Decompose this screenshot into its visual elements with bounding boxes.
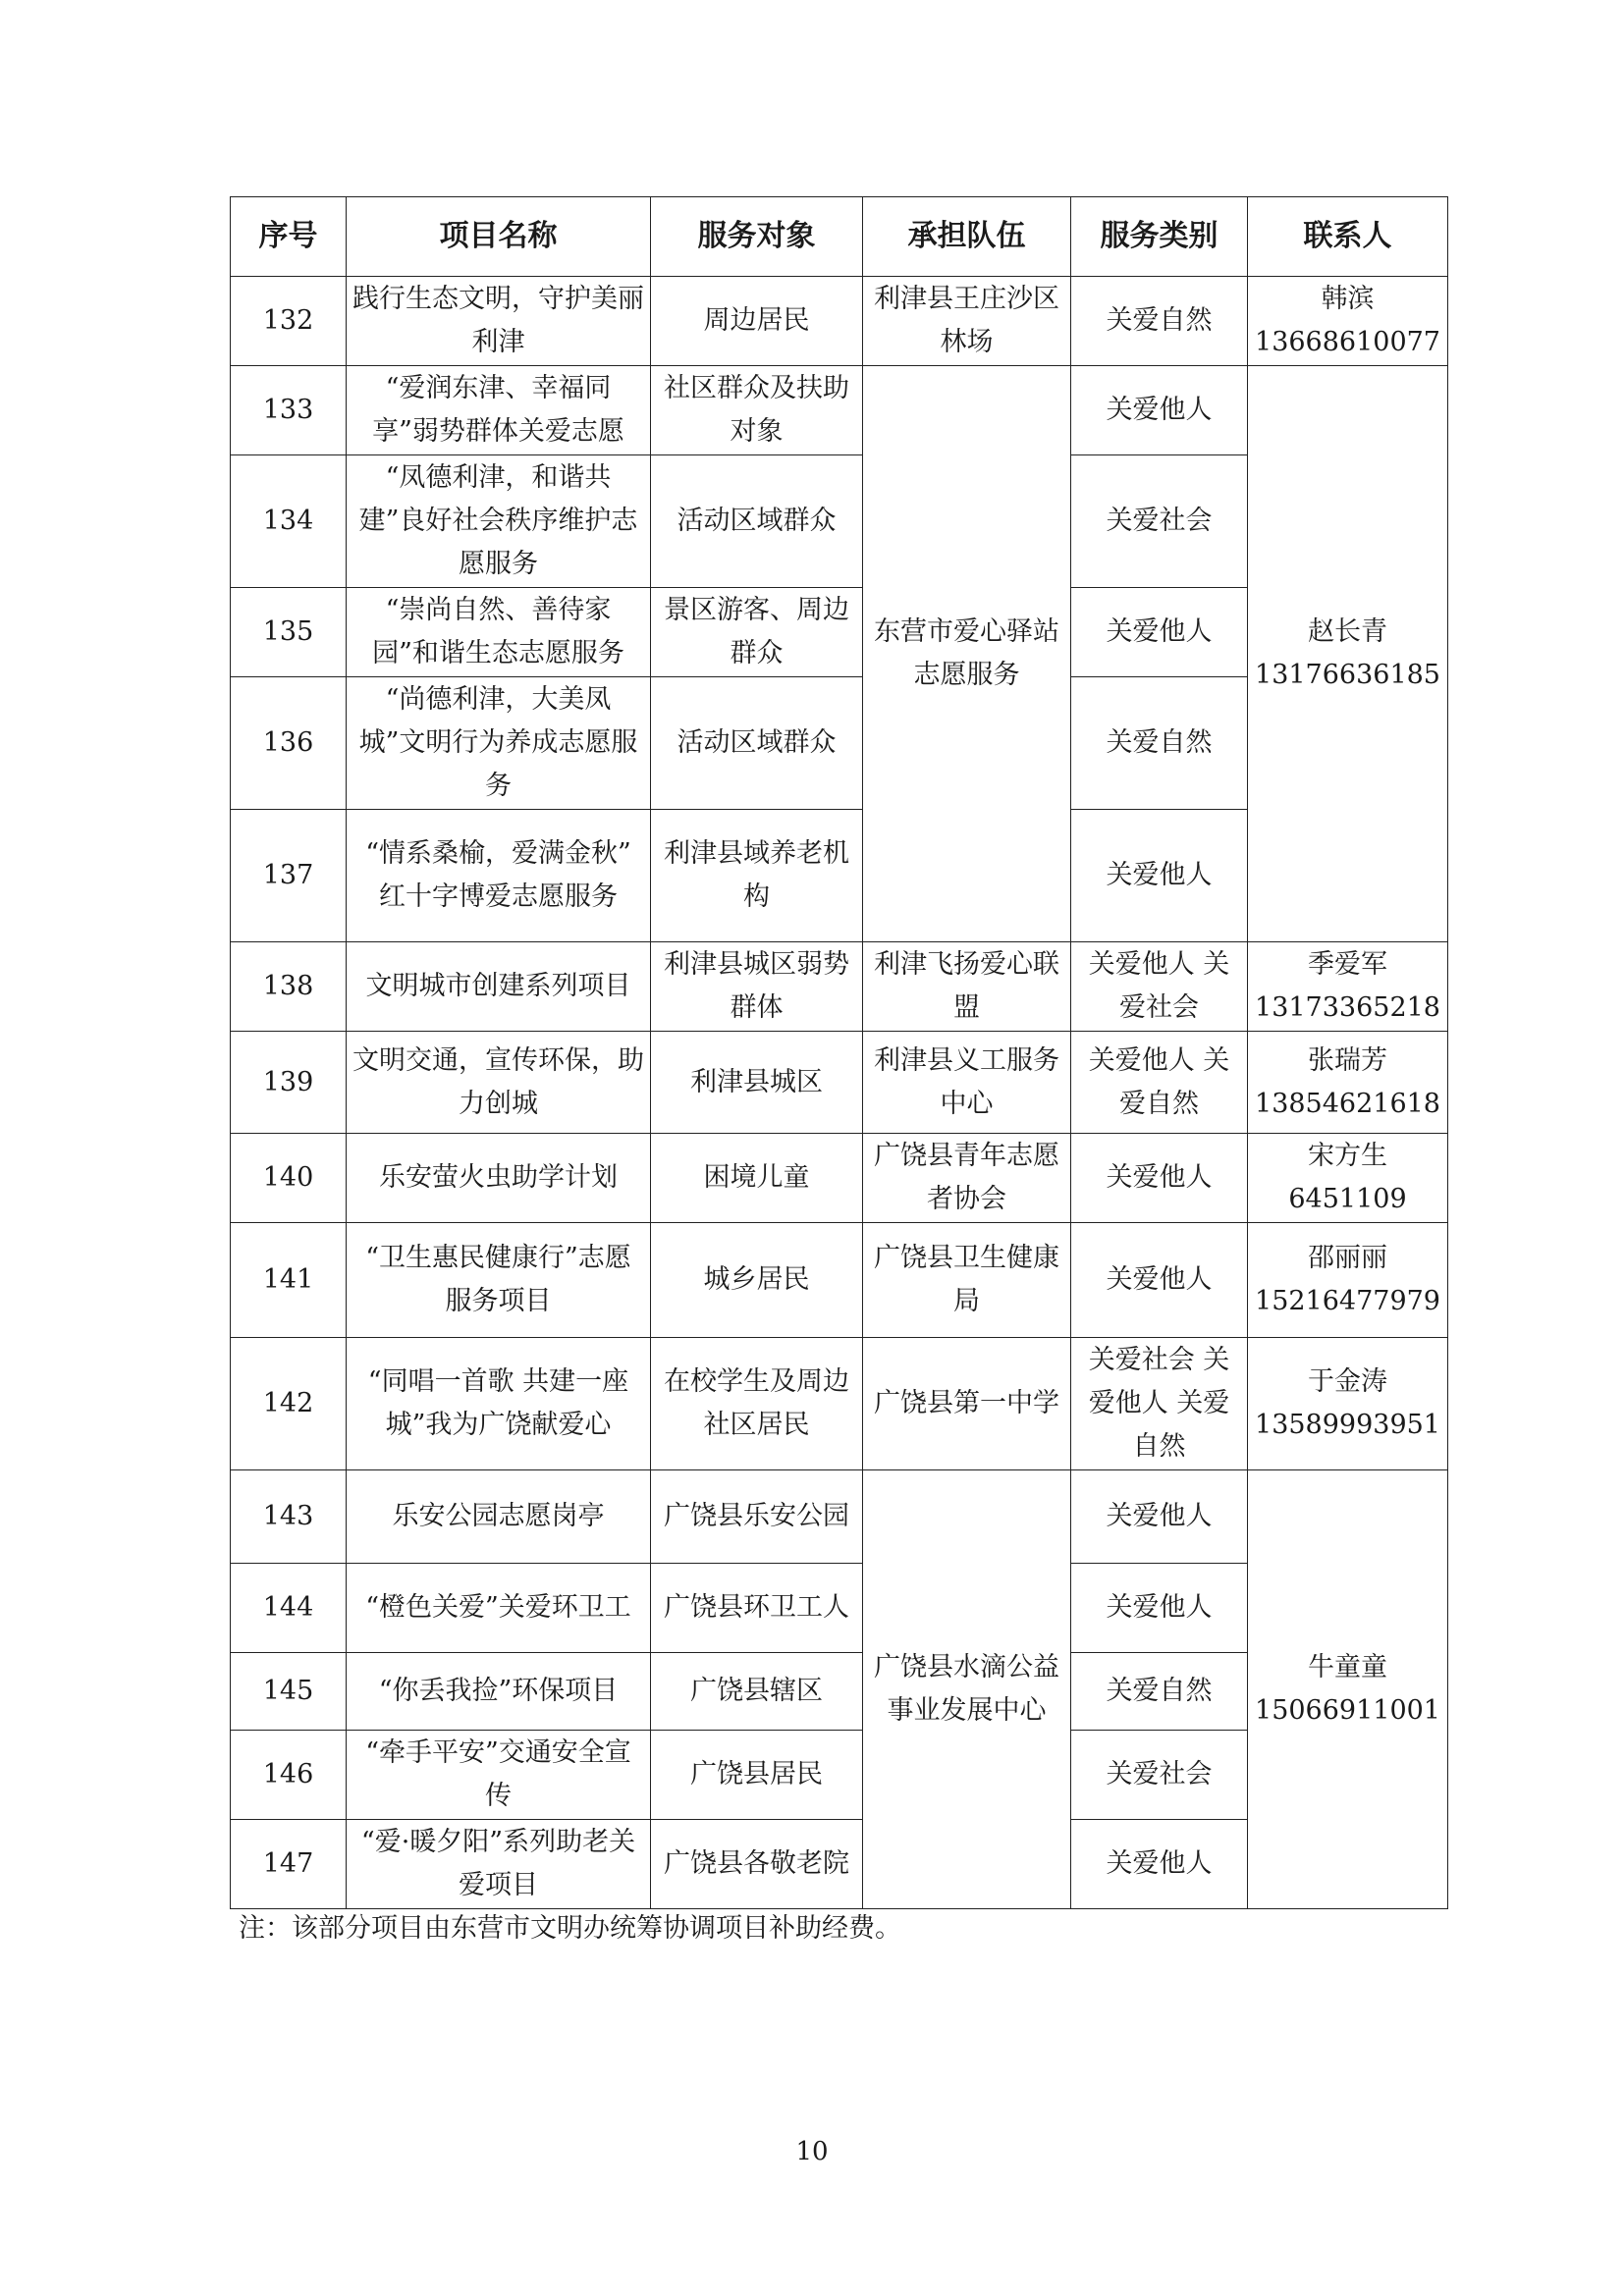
- service-target: 利津县域养老机构: [651, 810, 863, 942]
- service-target: 利津县城区弱势群体: [651, 942, 863, 1032]
- service-category: 关爱他人: [1071, 1470, 1248, 1564]
- team: 利津飞扬爱心联盟: [863, 942, 1071, 1032]
- project-name: 文明交通，宣传环保，助力创城: [347, 1032, 651, 1134]
- project-name: “同唱一首歌 共建一座城”我为广饶献爱心: [347, 1338, 651, 1470]
- project-name: “爱·暖夕阳”系列助老关爱项目: [347, 1820, 651, 1909]
- project-name: “凤德利津，和谐共建”良好社会秩序维护志愿服务: [347, 455, 651, 588]
- service-target: 利津县城区: [651, 1032, 863, 1134]
- project-table: [230, 196, 1448, 1909]
- service-target: 广饶县环卫工人: [651, 1564, 863, 1653]
- contact-phone: 13176636185: [1255, 660, 1440, 690]
- header-cell: 序号: [231, 197, 347, 277]
- contact-name: 张瑞芳: [1308, 1044, 1387, 1076]
- header-cell: 承担队伍: [863, 197, 1071, 277]
- contact-phone: 13173365218: [1255, 992, 1440, 1023]
- header-cell: 服务类别: [1071, 197, 1248, 277]
- header-cell: 项目名称: [347, 197, 651, 277]
- contact: [1248, 1032, 1448, 1134]
- service-target: 广饶县各敬老院: [651, 1820, 863, 1909]
- row-number: 133: [231, 366, 347, 455]
- header-cell: 联系人: [1248, 197, 1448, 277]
- service-target: 广饶县乐安公园: [651, 1470, 863, 1564]
- contact-merged: [1248, 366, 1448, 942]
- row-number: 132: [231, 277, 347, 366]
- service-target: 困境儿童: [651, 1134, 863, 1223]
- contact-phone: 15216477979: [1255, 1286, 1440, 1316]
- team-merged: 东营市爱心驿站志愿服务: [863, 366, 1071, 942]
- team: 利津县王庄沙区林场: [863, 277, 1071, 366]
- service-category: 关爱社会: [1071, 1731, 1248, 1820]
- service-category: 关爱他人 关爱社会: [1071, 942, 1248, 1032]
- contact-name: 赵长青: [1308, 616, 1387, 647]
- table-row: [231, 277, 1448, 366]
- service-category: 关爱他人: [1071, 366, 1248, 455]
- contact-name: 邵丽丽: [1308, 1243, 1387, 1273]
- service-category: 关爱自然: [1071, 677, 1248, 810]
- row-number: 135: [231, 588, 347, 677]
- table-row: [231, 1470, 1448, 1564]
- project-name: 乐安公园志愿岗亭: [347, 1470, 651, 1564]
- contact-phone: 15066911001: [1255, 1695, 1440, 1726]
- row-number: 146: [231, 1731, 347, 1820]
- contact-phone: 13668610077: [1255, 327, 1440, 357]
- contact-name: 宋方生: [1308, 1141, 1387, 1171]
- service-target: 活动区域群众: [651, 455, 863, 588]
- service-category: 关爱他人: [1071, 1134, 1248, 1223]
- project-name: “情系桑榆，爱满金秋” 红十字博爱志愿服务: [347, 810, 651, 942]
- contact-phone: 6451109: [1288, 1184, 1407, 1214]
- team: 利津县义工服务中心: [863, 1032, 1071, 1134]
- row-number: 134: [231, 455, 347, 588]
- team: 广饶县第一中学: [863, 1338, 1071, 1470]
- contact-name: 于金涛: [1308, 1366, 1387, 1397]
- service-category: 关爱他人: [1071, 588, 1248, 677]
- contact-name: 牛童童: [1308, 1652, 1387, 1682]
- project-name: 乐安萤火虫助学计划: [347, 1134, 651, 1223]
- row-number: 147: [231, 1820, 347, 1909]
- table-row: [231, 1338, 1448, 1470]
- contact-merged: [1248, 1470, 1448, 1909]
- contact-phone: 13589993951: [1255, 1410, 1440, 1440]
- project-name: “橙色关爱”关爱环卫工: [347, 1564, 651, 1653]
- row-number: 139: [231, 1032, 347, 1134]
- service-category: 关爱自然: [1071, 1653, 1248, 1731]
- service-target: 周边居民: [651, 277, 863, 366]
- row-number: 144: [231, 1564, 347, 1653]
- service-category: 关爱他人: [1071, 1564, 1248, 1653]
- row-number: 140: [231, 1134, 347, 1223]
- contact-name: 韩滨: [1321, 284, 1375, 314]
- team: 广饶县青年志愿者协会: [863, 1134, 1071, 1223]
- contact: [1248, 1338, 1448, 1470]
- contact-phone: 13854621618: [1255, 1088, 1440, 1119]
- service-category: 关爱社会 关爱他人 关爱自然: [1071, 1338, 1248, 1470]
- page-number: 10: [795, 2137, 829, 2166]
- service-target: 活动区域群众: [651, 677, 863, 810]
- service-category: 关爱他人: [1071, 1223, 1248, 1338]
- service-target: 城乡居民: [651, 1223, 863, 1338]
- team: 广饶县卫生健康局: [863, 1223, 1071, 1338]
- table-row: [231, 942, 1448, 1032]
- contact: [1248, 942, 1448, 1032]
- contact: [1248, 1223, 1448, 1338]
- project-name: “卫生惠民健康行”志愿服务项目: [347, 1223, 651, 1338]
- row-number: 137: [231, 810, 347, 942]
- project-name: “崇尚自然、善待家园”和谐生态志愿服务: [347, 588, 651, 677]
- contact-name: 季爱军: [1308, 949, 1387, 980]
- table-row: [231, 366, 1448, 455]
- table-header-row: [231, 197, 1448, 277]
- service-category: 关爱他人: [1071, 810, 1248, 942]
- project-name: “牵手平安”交通安全宣传: [347, 1731, 651, 1820]
- project-name: 践行生态文明，守护美丽利津: [347, 277, 651, 366]
- row-number: 138: [231, 942, 347, 1032]
- service-target: 景区游客、周边群众: [651, 588, 863, 677]
- project-name: “爱润东津、幸福同享”弱势群体关爱志愿: [347, 366, 651, 455]
- service-target: 广饶县辖区: [651, 1653, 863, 1731]
- row-number: 145: [231, 1653, 347, 1731]
- table-row: [231, 1032, 1448, 1134]
- row-number: 136: [231, 677, 347, 810]
- header-cell: 服务对象: [651, 197, 863, 277]
- project-name: 文明城市创建系列项目: [347, 942, 651, 1032]
- service-category: 关爱社会: [1071, 455, 1248, 588]
- service-category: 关爱他人 关爱自然: [1071, 1032, 1248, 1134]
- service-target: 广饶县居民: [651, 1731, 863, 1820]
- row-number: 142: [231, 1338, 347, 1470]
- contact: [1248, 277, 1448, 366]
- row-number: 143: [231, 1470, 347, 1564]
- contact: [1248, 1134, 1448, 1223]
- project-name: “尚德利津，大美凤城”文明行为养成志愿服务: [347, 677, 651, 810]
- table-row: [231, 1223, 1448, 1338]
- service-target: 在校学生及周边社区居民: [651, 1338, 863, 1470]
- project-name: “你丢我捡”环保项目: [347, 1653, 651, 1731]
- row-number: 141: [231, 1223, 347, 1338]
- footnote: 注：该部分项目由东营市文明办统筹协调项目补助经费。: [239, 1913, 901, 1944]
- team-merged: 广饶县水滴公益事业发展中心: [863, 1470, 1071, 1909]
- service-category: 关爱他人: [1071, 1820, 1248, 1909]
- service-category: 关爱自然: [1071, 277, 1248, 366]
- service-target: 社区群众及扶助对象: [651, 366, 863, 455]
- table-row: [231, 1134, 1448, 1223]
